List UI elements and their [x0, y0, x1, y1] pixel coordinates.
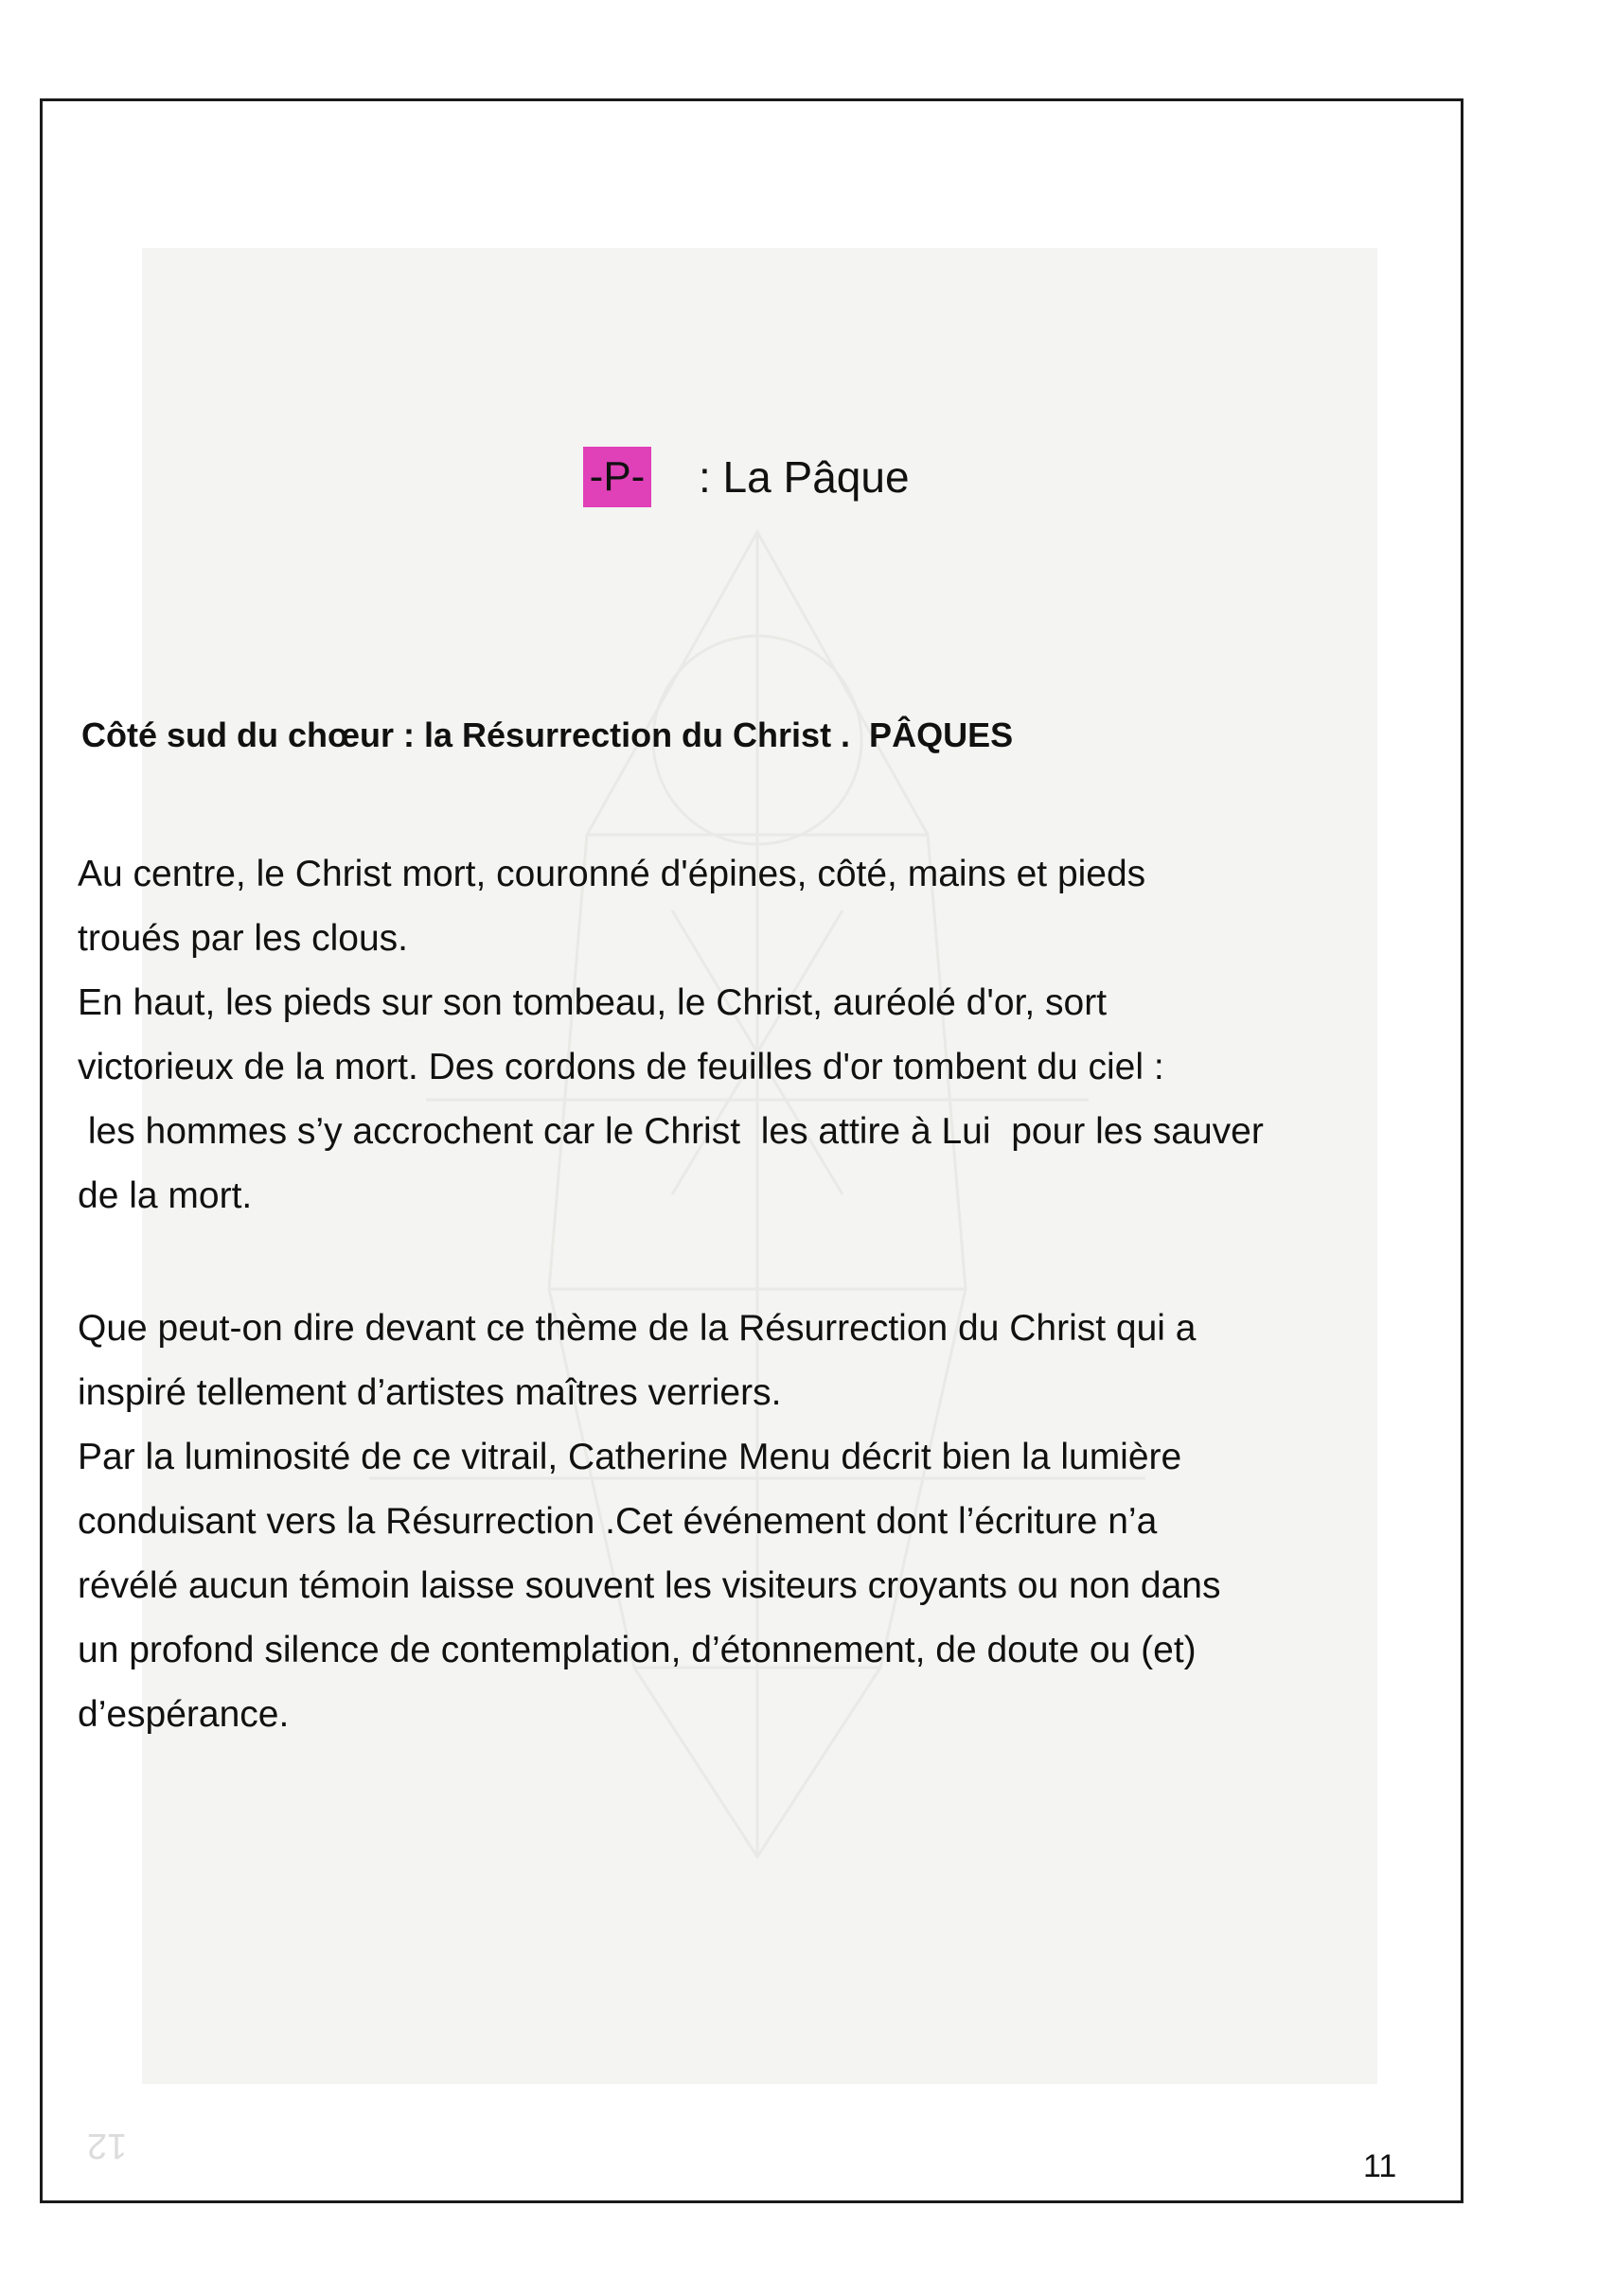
paragraph-line: de la mort. — [78, 1175, 253, 1216]
section-tag: -P- — [583, 447, 651, 507]
paragraph-line: troués par les clous. — [78, 918, 409, 959]
paragraph-line: révélé aucun témoin laisse souvent les visiteurs croyants ou non dans — [78, 1565, 1221, 1606]
paragraph-line: Au centre, le Christ mort, couronné d'épines, côté, mains et pieds — [78, 854, 1146, 894]
paragraph-line: d’espérance. — [78, 1694, 290, 1735]
paragraph-line: conduisant vers la Résurrection .Cet événement dont l’écriture n’a — [78, 1501, 1158, 1542]
section-heading: Côté sud du chœur : la Résurrection du Christ . PÂQUES — [81, 715, 1014, 754]
paragraph-reflection — [78, 1297, 1441, 1747]
paragraph-description — [78, 842, 1441, 1228]
paragraph-line: inspiré tellement d’artistes maîtres verriers. — [78, 1372, 782, 1413]
paragraph-line: un profond silence de contemplation, d’étonnement, de doute ou (et) — [78, 1630, 1197, 1670]
paragraph-line: En haut, les pieds sur son tombeau, le Christ, auréolé d'or, sort — [78, 982, 1108, 1023]
paragraph-line: les hommes s’y accrochent car le Christ les attire à Lui pour les sauver — [78, 1111, 1264, 1152]
paragraph-line: victorieux de la mort. Des cordons de feuilles d'or tombent du ciel : — [78, 1047, 1164, 1087]
bleed-through-page-number: 12 — [87, 2126, 128, 2165]
page-number: 11 — [1363, 2148, 1397, 2184]
paragraph-line: Par la luminosité de ce vitrail, Catherine Menu décrit bien la lumière — [78, 1437, 1182, 1477]
paragraph-line: Que peut-on dire devant ce thème de la Résurrection du Christ qui a — [78, 1308, 1197, 1349]
page-title: : La Pâque — [699, 452, 910, 502]
title-row — [583, 447, 910, 507]
